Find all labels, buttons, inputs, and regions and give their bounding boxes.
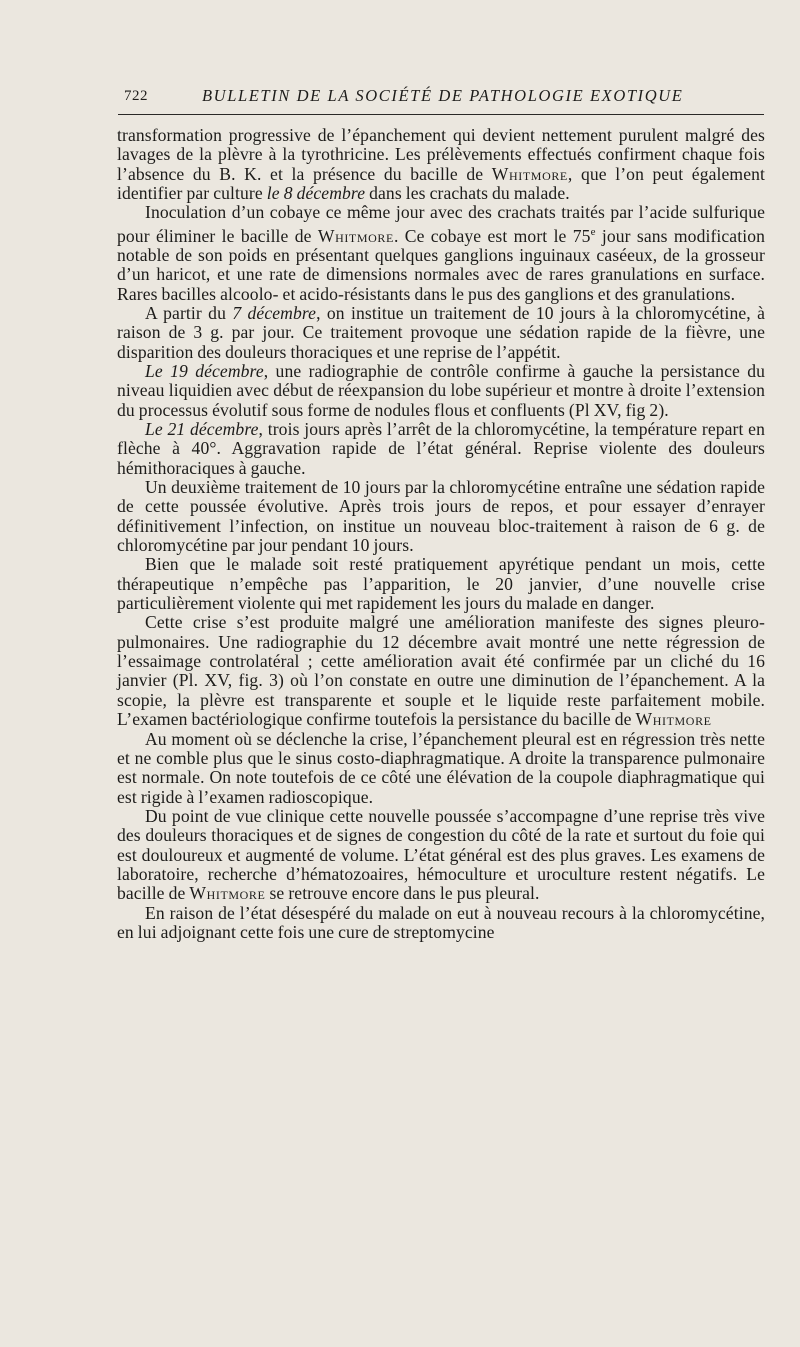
text-run: , trois jours après l’arrêt de la chloromycétine, la température repart en flèche à 40°. Aggravation rapide de l’état général. Reprise violente des douleurs hémithoraciques à gauche.	[117, 419, 765, 478]
text-run: , on institue un traitement de 10 jours à la chloromycétine, à raison de 3 g. par jour. Ce traitement provoque une sédation rapide de la fièvre, une disparition des douleurs thoraciques et une reprise de l’appétit.	[117, 302, 765, 362]
text-run: se retrouve encore dans le pus pleural.	[265, 883, 540, 904]
author-name: Whitmore	[317, 225, 394, 246]
italic-text: 7 décembre	[232, 302, 317, 323]
text-run: , une radiographie de contrôle confirme à gauche la persistance du niveau liquidien avec début de réexpansion du lobe supérieur et montre à droite l’extension du processus évolutif sous forme de nodules flous et confluents (Pl XV, fig 2).	[117, 360, 765, 420]
author-name: Whitmore	[635, 709, 712, 730]
paragraph	[117, 807, 765, 904]
paragraph	[117, 613, 765, 729]
author-name: Whitmore	[491, 163, 568, 184]
paragraph	[117, 478, 765, 555]
author-name: Whitmore	[189, 883, 266, 904]
italic-text: le 8 décembre	[266, 183, 366, 204]
text-run: dans les crachats du malade.	[365, 183, 570, 204]
paragraph	[117, 203, 765, 304]
running-head: BULLETIN DE LA SOCIÉTÉ DE PATHOLOGIE EXOTIQUE	[202, 86, 684, 105]
text-run: Cette crise s’est produite malgré une amélioration manifeste des signes pleuro-pulmonaires. Une radiographie du 12 décembre avait montré une nette régression de l’essaimage controlatéral ; cette amélioration avait été confirmée par un cliché du 16 janvier (Pl. XV, fig. 3) où l’on constate en outre une diminution de l’épanchement. A la scopie, la plèvre est transparente et souple et le liquide reste parfaitement mobile. L’examen bactériologique confirme toutefois la persistance du bacille de	[117, 612, 765, 730]
paragraph	[117, 730, 765, 807]
body-text	[117, 126, 765, 942]
text-run: Du point de vue clinique cette nouvelle poussée s’accompagne d’une reprise très vive des douleurs thoraciques et de signes de congestion du côté de la rate et surtout du foie qui est douloureux et augmenté de volume. L’état général est des plus graves. Les examens de laboratoire, recherche d’hématozoaires, hémoculture et uroculture restent négatifs. Le bacille de	[117, 805, 765, 904]
text-run: transformation progressive de l’épanchement qui devient nettement purulent malgré des lavages de la plèvre à la tyrothricine. Les prélèvements effectués confirment chaque fois l’absence du B. K. et la présence du bacille de	[117, 125, 765, 184]
page-number: 722	[124, 88, 148, 104]
paragraph	[117, 555, 765, 613]
paragraph	[117, 420, 765, 478]
paragraph	[117, 362, 765, 420]
text-run: Inoculation d’un cobaye ce même jour avec des crachats traités par l’acide sulfurique pour éliminer le bacille de	[117, 202, 765, 246]
text-run: Au moment où se déclenche la crise, l’épanchement pleural est en régression très nette et ne comble plus que le sinus costo-diaphragmatique. A droite la transparence pulmonaire est normale. On note toutefois de ce côté une élévation de la coupole diaphragmatique qui est rigide à l’examen radioscopique.	[117, 728, 765, 807]
paragraph	[117, 304, 765, 362]
text-run: jour sans modification notable de son poids en présentant quelques ganglions inguinaux caséeux, de la grosseur d’un haricot, et une rate de dimensions normales avec de rares granulations en surface. Rares bacilles alcoolo- et acido-résistants dans le pus des ganglions et des granulations.	[117, 225, 765, 304]
text-run: , que l’on peut également identifier par culture	[117, 163, 765, 204]
page-header	[116, 86, 764, 108]
paragraph	[117, 126, 765, 203]
paragraph	[117, 904, 765, 943]
text-run: Un deuxième traitement de 10 jours par la chloromycétine entraîne une sédation rapide de cette poussée évolutive. Après trois jours de repos, et pour essayer d’enrayer définitivement l’infection, on institue un nouveau bloc-traitement à raison de 6 g. de chloromycétine par jour pendant 10 jours.	[117, 477, 765, 556]
superscript: e	[590, 225, 596, 238]
text-run: . Ce cobaye est mort le 75	[393, 225, 591, 246]
header-rule	[118, 114, 764, 115]
text-run: En raison de l’état désespéré du malade on eut à nouveau recours à la chloromycétine, en lui adjoignant cette fois une cure de streptomycine	[117, 902, 765, 942]
italic-text: Le 21 décembre	[145, 419, 259, 440]
italic-text: Le 19 décembre	[145, 360, 264, 381]
text-run: A partir du	[145, 302, 233, 323]
text-run: Bien que le malade soit resté pratiquement apyrétique pendant un mois, cette thérapeutique n’empêche pas l’apparition, le 20 janvier, d’une nouvelle crise particulièrement violente qui met rapidement les jours du malade en danger.	[117, 554, 765, 614]
